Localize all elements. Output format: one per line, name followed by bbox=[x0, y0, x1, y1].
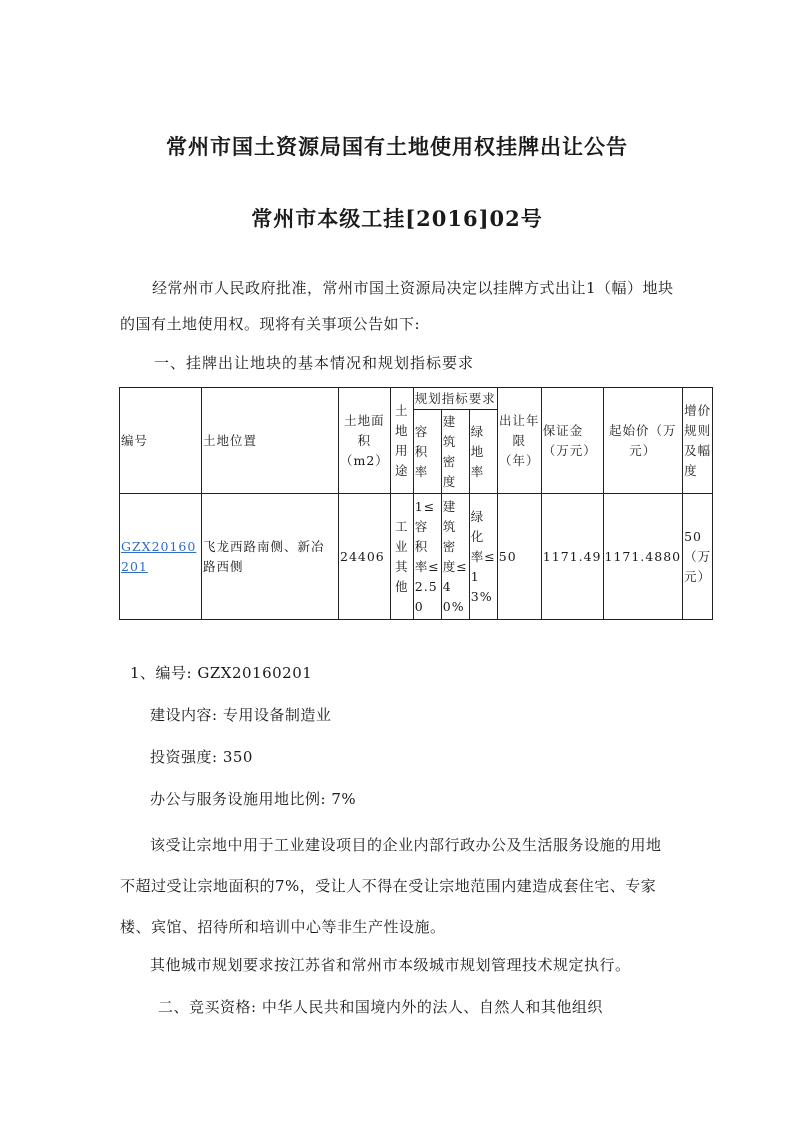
header-area: 土地面积（m2） bbox=[339, 388, 391, 494]
table-row bbox=[120, 494, 713, 620]
office-ratio: 办公与服务设施用地比例: 7% bbox=[150, 790, 357, 808]
header-start-price: 起始价（万元） bbox=[603, 388, 683, 494]
document-number: 常州市本级工挂[2016]02号 bbox=[251, 206, 543, 231]
section-1-heading: 一、挂牌出让地块的基本情况和规划指标要求 bbox=[154, 354, 475, 372]
cell-use: 工业其他 bbox=[390, 494, 413, 620]
cell-area: 24406 bbox=[339, 494, 391, 620]
document-title: 常州市国土资源局国有土地使用权挂牌出让公告 bbox=[166, 134, 628, 159]
item-1-number: 1、编号: GZX20160201 bbox=[130, 664, 313, 682]
investment-intensity: 投资强度: 350 bbox=[150, 748, 253, 766]
cell-green: 绿化率≤13% bbox=[469, 494, 497, 620]
header-increment: 增价规则及幅度 bbox=[683, 388, 713, 494]
header-term: 出让年限（年） bbox=[497, 388, 541, 494]
cell-far: 1≤容积率≤2.50 bbox=[413, 494, 441, 620]
header-id: 编号 bbox=[120, 388, 202, 494]
cell-start-price: 1171.4880 bbox=[603, 494, 683, 620]
header-deposit: 保证金（万元） bbox=[541, 388, 603, 494]
cell-deposit: 1171.49 bbox=[541, 494, 603, 620]
header-green: 绿地率 bbox=[469, 410, 497, 494]
usage-restriction-paragraph: 该受让宗地中用于工业建设项目的企业内部行政办公及生活服务设施的用地不超过受让宗地面积的7%，受让人不得在受让宗地范围内建造成套住宅、专家楼、宾馆、招待所和培训中心等非生产性设施。 bbox=[120, 836, 662, 936]
header-use: 土地用途 bbox=[390, 388, 413, 494]
header-plan: 规划指标要求 bbox=[413, 388, 497, 410]
cell-location: 飞龙西路南侧、新冶路西侧 bbox=[202, 494, 339, 620]
land-info-table bbox=[119, 387, 713, 620]
cell-increment: 50（万元） bbox=[683, 494, 713, 620]
plot-id-link[interactable]: GZX20160201 bbox=[120, 494, 202, 620]
section-2-heading: 二、竞买资格: 中华人民共和国境内外的法人、自然人和其他组织 bbox=[158, 998, 603, 1016]
other-requirements: 其他城市规划要求按江苏省和常州市本级城市规划管理技术规定执行。 bbox=[150, 956, 631, 974]
cell-term: 50 bbox=[497, 494, 541, 620]
header-location: 土地位置 bbox=[202, 388, 339, 494]
header-far: 容积率 bbox=[413, 410, 441, 494]
construction-content: 建设内容: 专用设备制造业 bbox=[150, 706, 332, 724]
header-density: 建筑密度 bbox=[441, 410, 469, 494]
intro-paragraph: 经常州市人民政府批准，常州市国土资源局决定以挂牌方式出让1（幅）地块的国有土地使用权。现将有关事项公告如下: bbox=[120, 279, 674, 333]
cell-density: 建筑密度≤40% bbox=[441, 494, 469, 620]
